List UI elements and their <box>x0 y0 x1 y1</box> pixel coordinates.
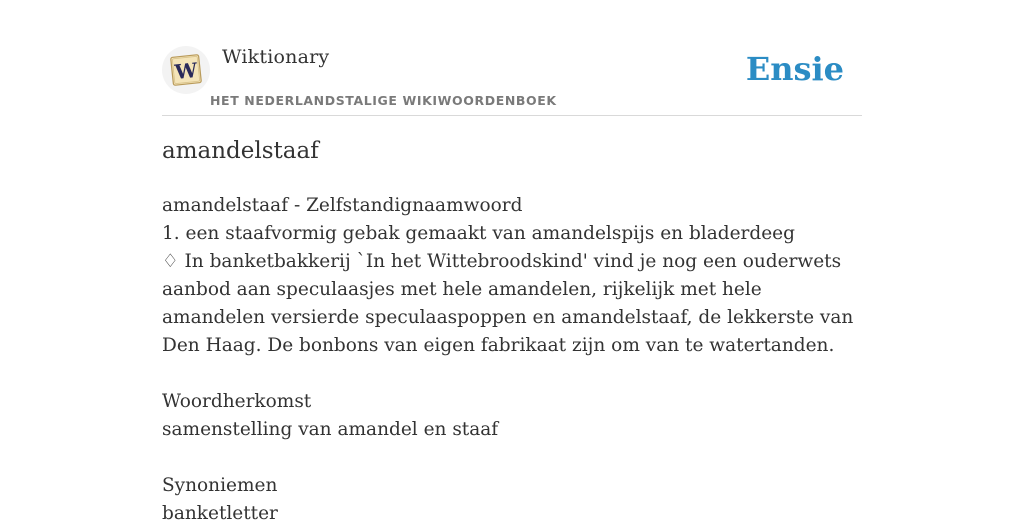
svg-text:W: W <box>173 57 199 85</box>
entry-heading: amandelstaaf - Zelfstandignaamwoord <box>162 195 523 216</box>
etymology-heading: Woordherkomst <box>162 391 312 412</box>
synonyms-heading: Synoniemen <box>162 475 278 496</box>
site-name[interactable]: Wiktionary <box>222 46 330 68</box>
header <box>162 40 862 116</box>
wiktionary-logo-icon[interactable] <box>162 46 210 94</box>
etymology-text: samenstelling van amandel en staaf <box>162 419 499 440</box>
section-spacer <box>162 444 862 472</box>
definition-text: 1. een staafvormig gebak gemaakt van amandelspijs en bladerdeeg <box>162 223 795 244</box>
section-spacer <box>162 360 862 388</box>
synonyms-text: banketletter <box>162 503 278 524</box>
example-text: ♢ In banketbakkerij `In het Wittebroodskind' vind je nog een ouderwets aanbod aan speculaasjes met hele amandelen, rijkelijk met hele amandelen versierde speculaaspoppen en amandelstaaf, de lekkerste van Den Haag. De bonbons van eigen fabrikaat zijn om van te watertanden. <box>162 251 854 356</box>
site-subtitle: HET NEDERLANDSTALIGE WIKIWOORDENBOEK <box>210 93 557 108</box>
page-title: amandelstaaf <box>162 138 319 164</box>
entry-content <box>162 192 862 528</box>
ensie-brand-link[interactable]: Ensie <box>745 50 844 88</box>
